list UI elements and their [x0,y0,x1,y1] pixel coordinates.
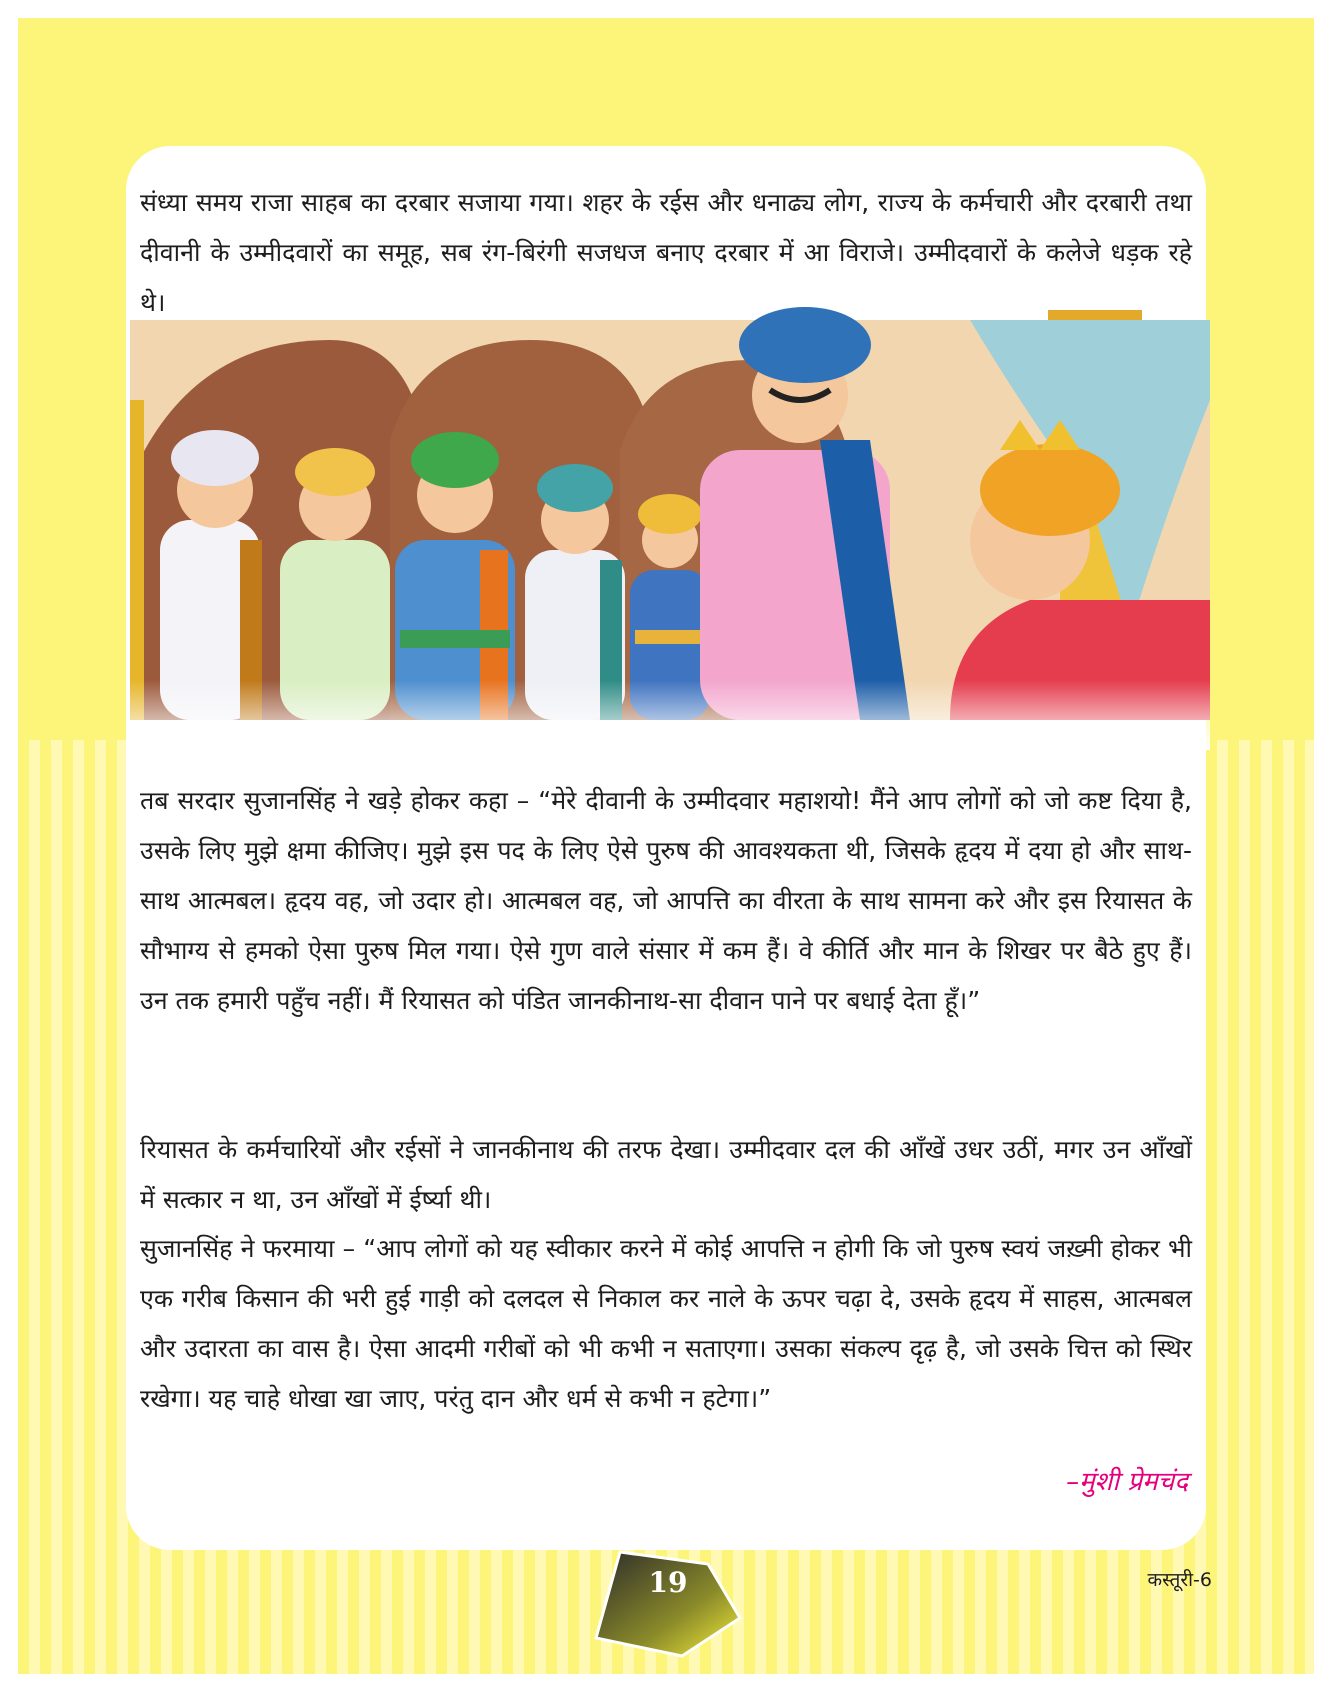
author-credit: –मुंशी प्रेमचंद [1066,1467,1188,1497]
story-paragraph-4: सुजानसिंह ने फरमाया – “आप लोगों को यह स्वीकार करने में कोई आपत्ति न होगी कि जो पुरुष स्वयं जख़्मी होकर भी एक गरीब किसान की भरी हुई गाड़ी को दलदल से निकाल कर नाले के ऊपर चढ़ा दे, उसके हृदय में साहस, आत्मबल और उदारता का वास है। ऐसा आदमी गरीबों को भी कभी न सताएगा। उसका संकल्प दृढ़ है, जो उसके चित्त को स्थिर रखेगा। यह चाहे धोखा खा जाए, परंतु दान और धर्म से कभी न हटेगा।” [140,1234,1192,1413]
story-paragraph-1: संध्या समय राजा साहब का दरबार सजाया गया। शहर के रईस और धनाढ्य लोग, राज्य के कर्मचारी और दरबारी तथा दीवानी के उम्मीदवारों का समूह, सब रंग-बिरंगी सजधज बनाए दरबार में आ विराजे। उम्मीदवारों के कलेजे धड़क रहे थे। [140,188,1192,317]
court-scene-illustration [130,300,1210,750]
page-number: 19 [648,1566,688,1599]
book-title-footer: कस्तूरी-6 [1147,1569,1212,1591]
story-paragraph-3: रियासत के कर्मचारियों और रईसों ने जानकीनाथ की तरफ देखा। उम्मीदवार दल की आँखें उधर उठीं, मगर उन आँखों में सत्कार न था, उन आँखों में ईर्ष्या थी। [140,1135,1192,1214]
story-paragraph-2: तब सरदार सुजानसिंह ने खड़े होकर कहा – “मेरे दीवानी के उम्मीदवार महाशयो! मैंने आप लोगों को जो कष्ट दिया है, उसके लिए मुझे क्षमा कीजिए। मुझे इस पद के लिए ऐसे पुरुष की आवश्यकता थी, जिसके हृदय में दया हो और साथ-साथ आत्मबल। हृदय वह, जो उदार हो। आत्मबल वह, जो आपत्ति का वीरता के साथ सामना करे और इस रियासत के सौभाग्य से हमको ऐसा पुरुष मिल गया। ऐसे गुण वाले संसार में कम हैं। वे कीर्ति और मान के शिखर पर बैठे हुए हैं। उन तक हमारी पहुँच नहीं। मैं रियासत को पंडित जानकीनाथ-सा दीवान पाने पर बधाई देता हूँ।” [140,786,1192,1015]
page-number-badge [590,1548,746,1660]
